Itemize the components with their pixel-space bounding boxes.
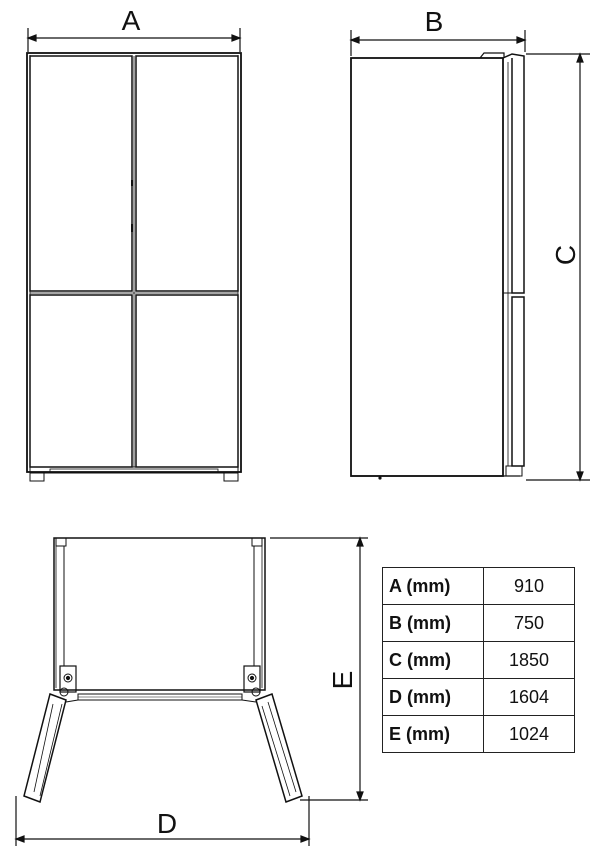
dimension-e-label: E: [327, 670, 358, 690]
right-hinge: [244, 666, 260, 696]
top-view: [16, 538, 368, 846]
table-row: [383, 642, 575, 679]
dimensions-table: [382, 567, 575, 753]
row-label: E (mm): [383, 716, 484, 753]
dimension-d-label: D: [156, 808, 178, 839]
left-foot: [30, 473, 44, 481]
row-label: B (mm): [383, 605, 484, 642]
dimension-c-label: C: [550, 244, 581, 266]
table-row: [383, 605, 575, 642]
row-value: 910: [484, 568, 575, 605]
lower-right-door: [136, 295, 238, 467]
lower-left-door: [30, 295, 132, 467]
side-upper-door: [503, 54, 524, 293]
side-cabinet-outline: [351, 58, 503, 476]
row-label: C (mm): [383, 642, 484, 679]
side-view: [351, 6, 590, 480]
dimension-b: [351, 6, 525, 56]
dimension-e: [270, 538, 368, 800]
dimension-c: [526, 54, 590, 480]
row-label: D (mm): [383, 679, 484, 716]
left-hinge: [60, 666, 76, 696]
dimension-a: [28, 5, 240, 52]
dimension-b-label: B: [424, 6, 444, 37]
top-cabinet-outline: [54, 538, 265, 690]
dimension-a-label: A: [121, 5, 141, 36]
dimension-d: [16, 796, 309, 846]
table-row: [383, 679, 575, 716]
row-value: 750: [484, 605, 575, 642]
side-lower-door: [512, 297, 524, 466]
left-open-door: [24, 694, 66, 802]
row-value: 1024: [484, 716, 575, 753]
row-value: 1850: [484, 642, 575, 679]
upper-left-door: [30, 56, 132, 291]
table-row: [383, 568, 575, 605]
front-view: [27, 5, 241, 481]
table-row: [383, 716, 575, 753]
upper-right-door: [136, 56, 238, 291]
row-value: 1604: [484, 679, 575, 716]
row-label: A (mm): [383, 568, 484, 605]
right-foot: [224, 473, 238, 481]
